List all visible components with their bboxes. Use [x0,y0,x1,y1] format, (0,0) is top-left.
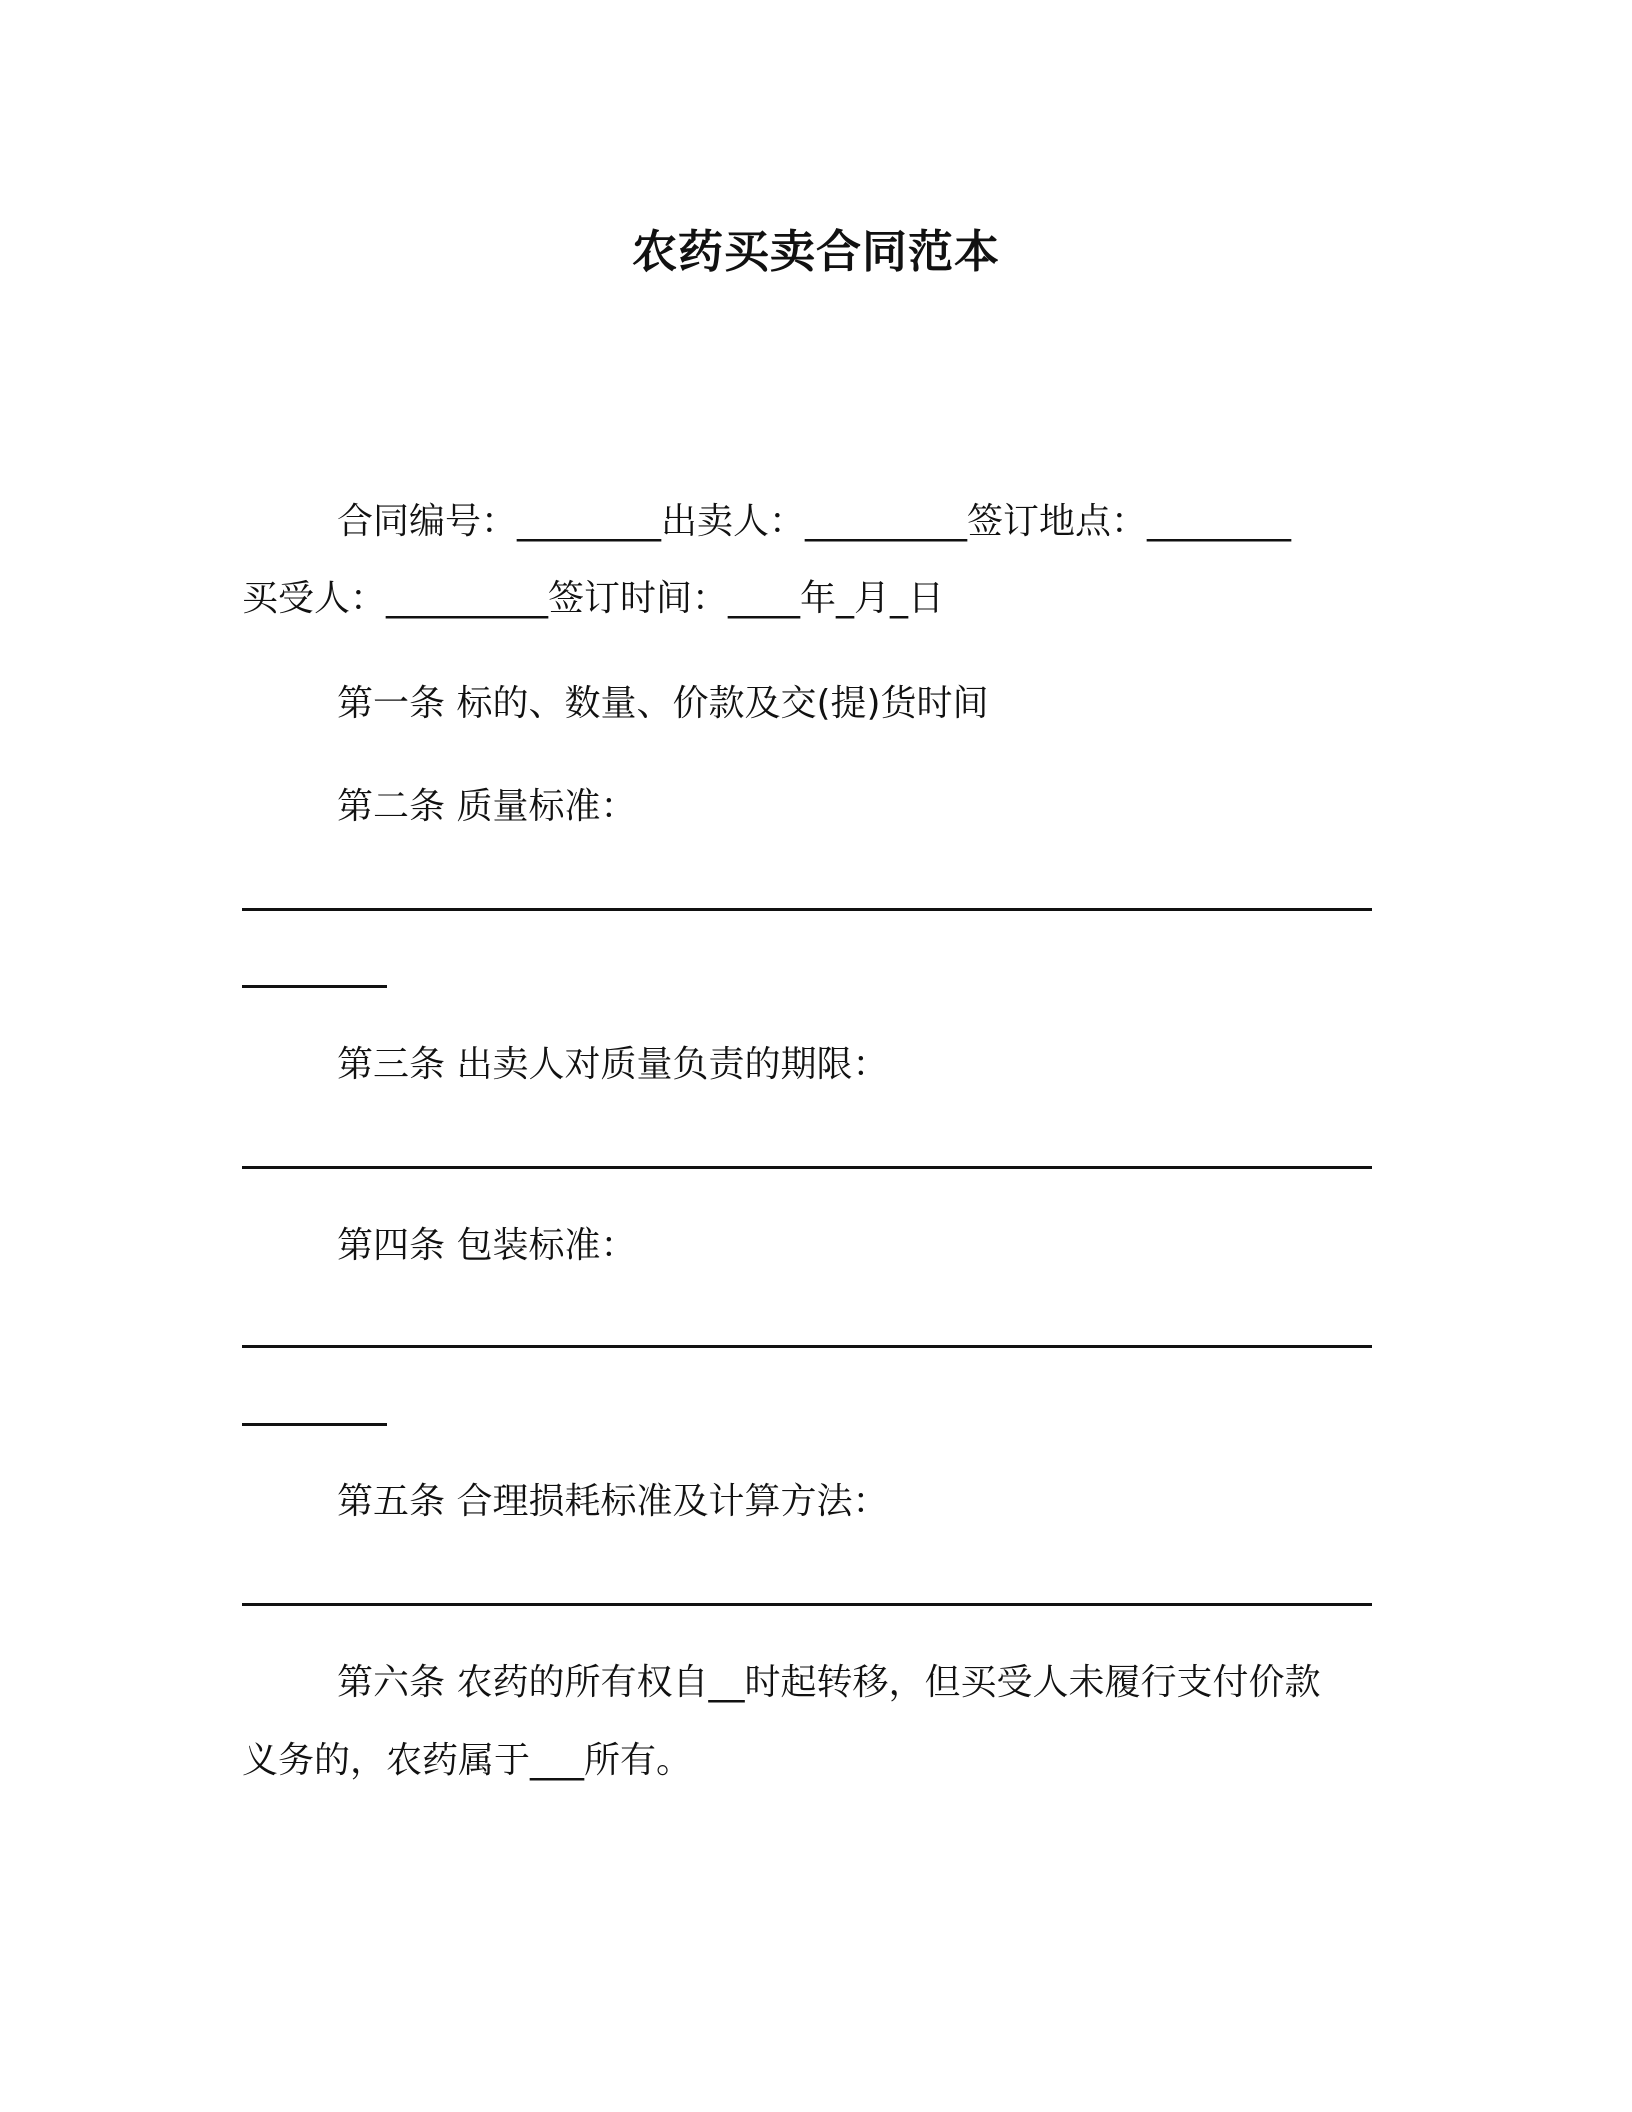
contract-header-line-2: 买受人：_________签订时间：____年_月_日 [242,578,945,619]
contract-header-line-1: 合同编号：________出卖人：_________签订地点：________ [337,501,1292,542]
article-2-blank-line-2 [242,985,387,988]
article-1-heading: 第一条 标的、数量、价款及交(提)货时间 [337,683,989,724]
article-6-line-1: 第六条 农药的所有权自__时起转移，但买受人未履行支付价款 [337,1662,1321,1703]
article-3-heading: 第三条 出卖人对质量负责的期限： [337,1044,889,1085]
article-3-blank-line [242,1166,1372,1169]
document-title: 农药买卖合同范本 [631,225,1000,278]
article-5-blank-line [242,1603,1372,1606]
article-4-heading: 第四条 包装标准： [337,1225,637,1266]
article-2-blank-line-1 [242,908,1372,911]
article-6-line-2: 义务的，农药属于___所有。 [242,1740,693,1781]
article-5-heading: 第五条 合理损耗标准及计算方法： [337,1481,889,1522]
article-4-blank-line-1 [242,1345,1372,1348]
article-4-blank-line-2 [242,1423,387,1426]
article-2-heading: 第二条 质量标准： [337,786,637,827]
